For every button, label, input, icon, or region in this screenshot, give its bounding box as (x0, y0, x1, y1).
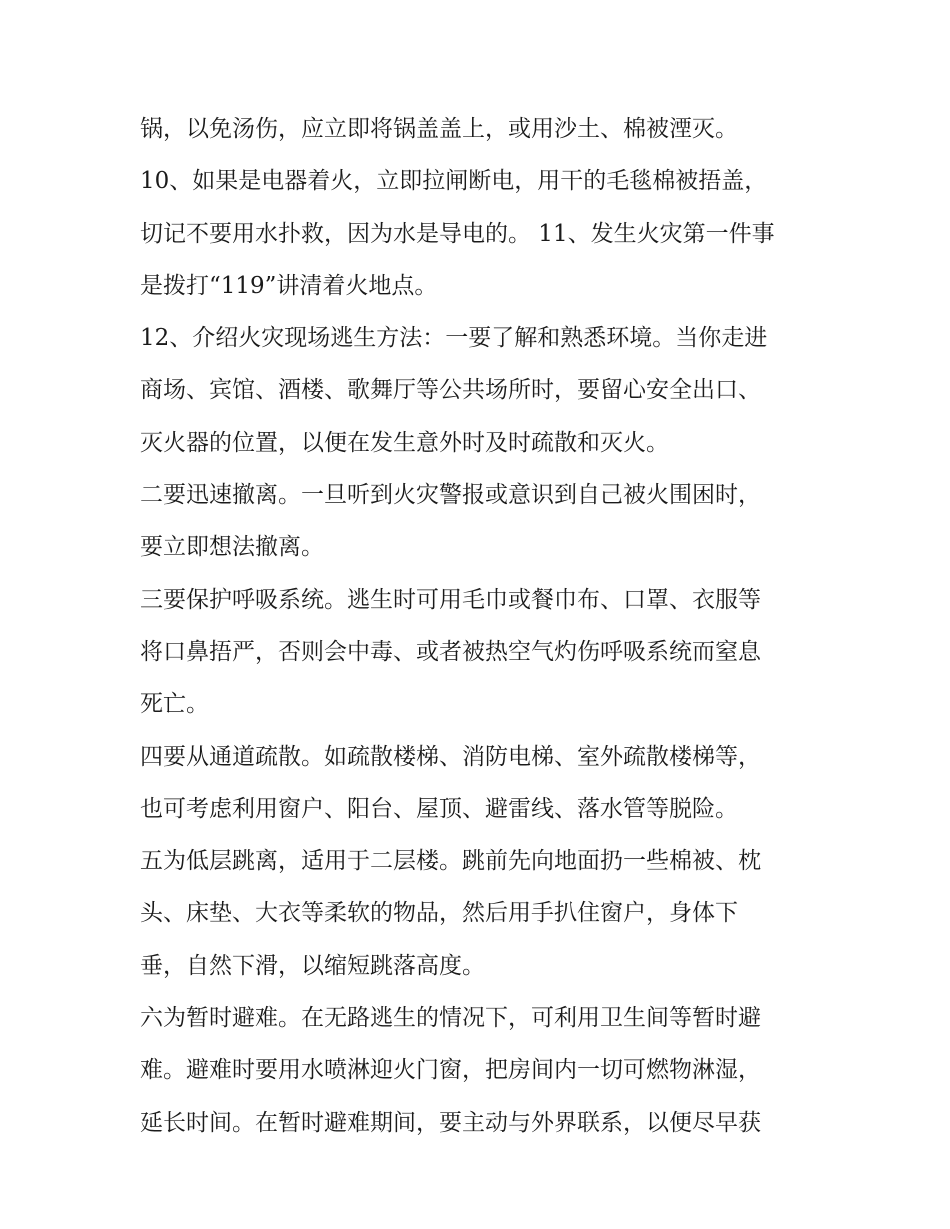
text-line: 二要迅速撤离。一旦听到火灾警报或意识到自己被火围困时， (140, 482, 761, 509)
text-line: 延长时间。在暂时避难期间，要主动与外界联系，以便尽早获 (140, 1109, 761, 1136)
text-line: 五为低层跳离，适用于二层楼。跳前先向地面扔一些棉被、枕 (140, 848, 761, 875)
text-line: 难。避难时要用水喷淋迎火门窗，把房间内一切可燃物淋湿， (140, 1057, 761, 1084)
text-line: 切记不要用水扑救，因为水是导电的。 11、发生火灾第一件事 (140, 220, 775, 247)
text-line: 商场、宾馆、酒楼、歌舞厅等公共场所时，要留心安全出口、 (140, 377, 761, 404)
text-line: 死亡。 (140, 691, 209, 718)
text-line: 将口鼻捂严，否则会中毒、或者被热空气灼伤呼吸系统而窒息 (140, 638, 761, 665)
text-line: 是拨打“119”讲清着火地点。 (140, 272, 438, 299)
text-line: 12、介绍火灾现场逃生方法：一要了解和熟悉环境。当你走进 (140, 325, 768, 352)
document-page (140, 103, 820, 1149)
text-line: 垂，自然下滑，以缩短跳落高度。 (140, 952, 485, 979)
text-line: 头、床垫、大衣等柔软的物品，然后用手扒住窗户，身体下 (140, 900, 738, 927)
text-line: 也可考虑利用窗户、阳台、屋顶、避雷线、落水管等脱险。 (140, 795, 738, 822)
text-line: 四要从通道疏散。如疏散楼梯、消防电梯、室外疏散楼梯等， (140, 743, 761, 770)
text-line: 锅，以免汤伤，应立即将锅盖盖上，或用沙土、棉被湮灭。 (140, 116, 738, 142)
text-line: 三要保护呼吸系统。逃生时可用毛巾或餐巾布、口罩、衣服等 (140, 586, 761, 613)
text-line: 灭火器的位置，以便在发生意外时及时疏散和灭火。 (140, 429, 669, 456)
text-line: 六为暂时避难。在无路逃生的情况下，可利用卫生间等暂时避 (140, 1005, 761, 1032)
text-line: 要立即想法撤离。 (140, 534, 324, 561)
text-line: 10、如果是电器着火，立即拉闸断电，用干的毛毯棉被捂盖， (140, 168, 768, 195)
